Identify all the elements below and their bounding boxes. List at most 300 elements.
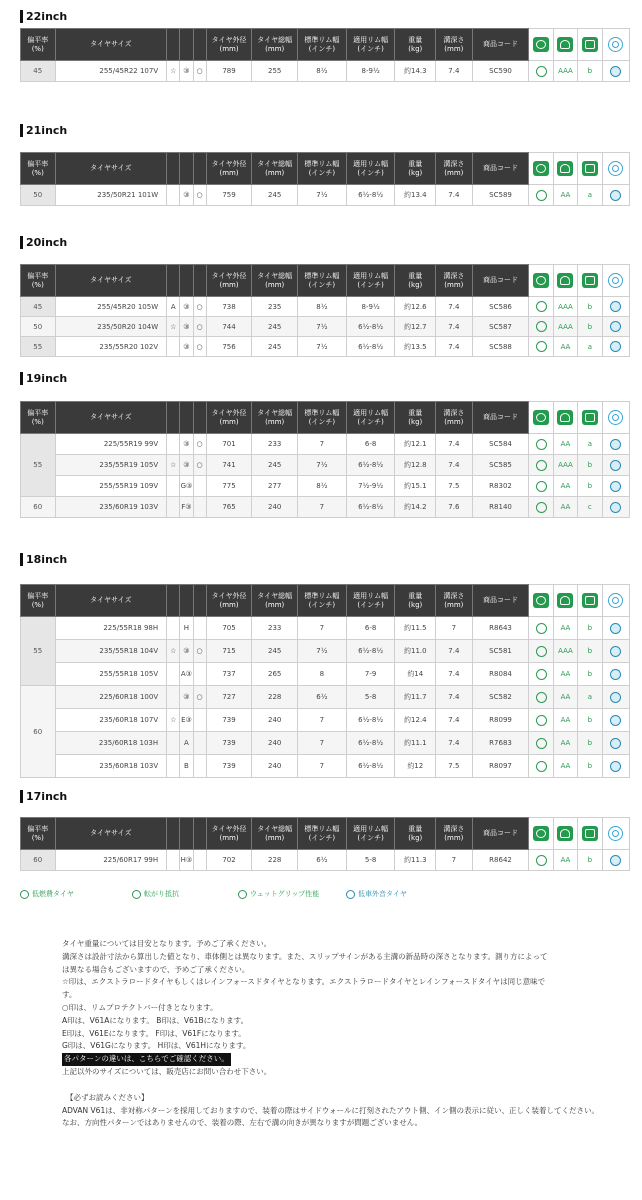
cell-groove-depth: 7.4 xyxy=(436,434,473,455)
cell-quiet xyxy=(602,640,629,663)
eco-tire-icon xyxy=(536,481,547,492)
cell-total-width: 245 xyxy=(252,337,298,357)
cell-applicable-rim: 5-8 xyxy=(346,686,395,709)
cell-wet-grade: b xyxy=(578,317,602,337)
wet-grip-icon xyxy=(582,161,598,176)
header-standard-rim: 標準リム幅 (インチ) xyxy=(298,153,347,185)
cell-tire-size: 235/60R18 103V xyxy=(55,755,167,778)
rolling-resistance-icon xyxy=(557,161,573,176)
header-weight: 重量 (kg) xyxy=(395,153,436,185)
cell-mark-pattern: ③ xyxy=(180,434,193,455)
header-applicable-rim: 適用リム幅 (インチ) xyxy=(346,402,395,434)
cell-mark-xl xyxy=(167,755,180,778)
cell-product-code: R8099 xyxy=(472,709,529,732)
legend-roll-label: 転がり抵抗 xyxy=(144,890,179,898)
note-depth-1: 溝深さは設計寸法から算出した値となり、車体側とは異なります。また、スリップサインがある主溝の新品時の深さとなります。測り方によって xyxy=(62,951,548,961)
cell-mark-rim-protect xyxy=(193,476,206,497)
cell-rolling-grade: AAA xyxy=(553,640,577,663)
eco-tire-icon xyxy=(536,646,547,657)
cell-flat-ratio: 50 xyxy=(21,185,56,206)
cell-eco xyxy=(529,709,553,732)
cell-quiet xyxy=(602,61,629,82)
header-flat-ratio: 偏平率 (%) xyxy=(21,29,56,61)
cell-mark-pattern: G③ xyxy=(180,476,193,497)
cell-tire-size: 255/45R20 105W xyxy=(55,297,167,317)
cell-applicable-rim: 6½-8½ xyxy=(346,755,395,778)
header-weight: 重量 (kg) xyxy=(395,29,436,61)
cell-applicable-rim: 5-8 xyxy=(346,850,395,871)
cell-weight: 約11.1 xyxy=(395,732,436,755)
table-row xyxy=(21,617,630,640)
cell-standard-rim: 7 xyxy=(298,497,347,518)
eco-tire-icon xyxy=(20,890,29,899)
cell-mark-pattern: B xyxy=(180,755,193,778)
header-eco-tire-icon xyxy=(529,265,553,297)
cell-flat-ratio: 55 xyxy=(21,617,56,686)
cell-applicable-rim: 6½-8½ xyxy=(346,497,395,518)
header-groove-depth: 溝深さ (mm) xyxy=(436,402,473,434)
cell-flat-ratio: 60 xyxy=(21,850,56,871)
cell-mark-pattern: H③ xyxy=(180,850,193,871)
eco-tire-icon xyxy=(536,301,547,312)
table-row xyxy=(21,455,630,476)
cell-total-width: 240 xyxy=(252,709,298,732)
wet-grip-icon xyxy=(582,37,598,52)
eco-tire-icon xyxy=(533,826,549,841)
low-noise-icon xyxy=(608,410,623,425)
low-noise-icon xyxy=(608,593,623,608)
cell-mark-pattern: F③ xyxy=(180,497,193,518)
cell-rolling-grade: AA xyxy=(553,617,577,640)
cell-mark-rim-protect: ○ xyxy=(193,455,206,476)
cell-tire-size: 225/60R18 100V xyxy=(55,686,167,709)
cell-flat-ratio: 60 xyxy=(21,686,56,778)
cell-wet-grade: b xyxy=(578,297,602,317)
cell-rolling-grade: AA xyxy=(553,434,577,455)
cell-wet-grade: b xyxy=(578,61,602,82)
cell-eco xyxy=(529,663,553,686)
header-tire-size: タイヤサイズ xyxy=(55,818,167,850)
cell-weight: 約11.7 xyxy=(395,686,436,709)
low-noise-icon xyxy=(610,669,621,680)
header-low-noise-icon xyxy=(602,818,629,850)
cell-tire-size: 235/60R18 107V xyxy=(55,709,167,732)
cell-tire-size: 225/60R17 99H xyxy=(55,850,167,871)
legend-wet-label: ウェットグリップ性能 xyxy=(250,890,320,898)
spec-table xyxy=(20,264,630,357)
cell-quiet xyxy=(602,617,629,640)
cell-tire-size: 235/55R19 105V xyxy=(55,455,167,476)
header-groove-depth: 溝深さ (mm) xyxy=(436,585,473,617)
cell-standard-rim: 8 xyxy=(298,663,347,686)
cell-mark-pattern: A③ xyxy=(180,663,193,686)
cell-eco xyxy=(529,497,553,518)
cell-groove-depth: 7.5 xyxy=(436,476,473,497)
header-mark-2 xyxy=(180,818,193,850)
cell-weight: 約14.3 xyxy=(395,61,436,82)
cell-mark-pattern: ③ xyxy=(180,61,193,82)
header-product-code: 商品コード xyxy=(472,402,529,434)
cell-weight: 約12.4 xyxy=(395,709,436,732)
header-standard-rim: 標準リム幅 (インチ) xyxy=(298,265,347,297)
cell-mark-rim-protect: ○ xyxy=(193,185,206,206)
legend-quiet-label: 低車外音タイヤ xyxy=(358,890,407,898)
cell-tire-size: 255/45R22 107V xyxy=(55,61,167,82)
eco-tire-icon xyxy=(536,669,547,680)
header-tire-size: タイヤサイズ xyxy=(55,585,167,617)
eco-tire-icon xyxy=(536,341,547,352)
cell-quiet xyxy=(602,337,629,357)
cell-applicable-rim: 6½-8½ xyxy=(346,337,395,357)
rolling-resistance-icon xyxy=(557,826,573,841)
cell-eco xyxy=(529,686,553,709)
cell-weight: 約11.0 xyxy=(395,640,436,663)
section-title: 19inch xyxy=(20,372,67,385)
header-outer-diameter: タイヤ外径 (mm) xyxy=(206,402,252,434)
cell-quiet xyxy=(602,297,629,317)
cell-flat-ratio: 55 xyxy=(21,434,56,497)
cell-standard-rim: 7 xyxy=(298,617,347,640)
cell-mark-xl: ☆ xyxy=(167,455,180,476)
header-flat-ratio: 偏平率 (%) xyxy=(21,402,56,434)
header-wet-grip-icon xyxy=(578,153,602,185)
section-title: 17inch xyxy=(20,790,67,803)
eco-tire-icon xyxy=(533,593,549,608)
cell-outer-diameter: 705 xyxy=(206,617,252,640)
cell-quiet xyxy=(602,709,629,732)
cell-quiet xyxy=(602,686,629,709)
cell-mark-xl: ☆ xyxy=(167,640,180,663)
cell-rolling-grade: AAA xyxy=(553,317,577,337)
cell-applicable-rim: 6½-8½ xyxy=(346,709,395,732)
cell-mark-xl: A xyxy=(167,297,180,317)
header-outer-diameter: タイヤ外径 (mm) xyxy=(206,29,252,61)
cell-total-width: 235 xyxy=(252,297,298,317)
header-wet-grip-icon xyxy=(578,29,602,61)
eco-tire-icon xyxy=(536,761,547,772)
low-noise-icon xyxy=(608,37,623,52)
cell-mark-xl xyxy=(167,732,180,755)
header-mark-2 xyxy=(180,402,193,434)
low-noise-icon xyxy=(610,439,621,450)
cell-outer-diameter: 739 xyxy=(206,732,252,755)
cell-product-code: R8084 xyxy=(472,663,529,686)
cell-flat-ratio: 60 xyxy=(21,497,56,518)
table-row xyxy=(21,337,630,357)
header-eco-tire-icon xyxy=(529,585,553,617)
header-rolling-resistance-icon xyxy=(553,29,577,61)
eco-tire-icon xyxy=(536,715,547,726)
cell-tire-size: 255/55R18 105V xyxy=(55,663,167,686)
cell-quiet xyxy=(602,850,629,871)
header-product-code: 商品コード xyxy=(472,818,529,850)
cell-quiet xyxy=(602,434,629,455)
cell-mark-rim-protect: ○ xyxy=(193,297,206,317)
cell-total-width: 233 xyxy=(252,434,298,455)
wet-grip-icon xyxy=(582,410,598,425)
eco-tire-icon xyxy=(536,460,547,471)
cell-weight: 約12.6 xyxy=(395,297,436,317)
cell-mark-rim-protect: ○ xyxy=(193,317,206,337)
header-row xyxy=(21,153,630,185)
notes xyxy=(62,938,602,1130)
header-total-width: タイヤ総幅 (mm) xyxy=(252,153,298,185)
cell-eco xyxy=(529,455,553,476)
low-noise-icon xyxy=(610,646,621,657)
cell-standard-rim: 7 xyxy=(298,732,347,755)
header-weight: 重量 (kg) xyxy=(395,818,436,850)
header-weight: 重量 (kg) xyxy=(395,585,436,617)
header-applicable-rim: 適用リム幅 (インチ) xyxy=(346,585,395,617)
table-row xyxy=(21,497,630,518)
low-noise-icon xyxy=(610,66,621,77)
cell-mark-xl xyxy=(167,185,180,206)
cell-standard-rim: 7½ xyxy=(298,455,347,476)
low-noise-icon xyxy=(608,273,623,288)
low-noise-icon xyxy=(608,826,623,841)
low-noise-icon xyxy=(610,341,621,352)
cell-standard-rim: 8½ xyxy=(298,297,347,317)
table-row xyxy=(21,317,630,337)
cell-applicable-rim: 6½-8½ xyxy=(346,317,395,337)
cell-groove-depth: 7 xyxy=(436,850,473,871)
eco-tire-icon xyxy=(536,502,547,513)
cell-outer-diameter: 737 xyxy=(206,663,252,686)
header-mark-2 xyxy=(180,29,193,61)
header-outer-diameter: タイヤ外径 (mm) xyxy=(206,153,252,185)
header-low-noise-icon xyxy=(602,402,629,434)
spec-table xyxy=(20,817,630,871)
note-pattern-ef: E印は、V61Eになります。 F印は、V61Fになります。 xyxy=(62,1028,246,1038)
header-rolling-resistance-icon xyxy=(553,265,577,297)
rolling-resistance-icon xyxy=(132,890,141,899)
header-mark-1 xyxy=(167,153,180,185)
cell-total-width: 255 xyxy=(252,61,298,82)
cell-mark-xl xyxy=(167,686,180,709)
cell-eco xyxy=(529,476,553,497)
cell-quiet xyxy=(602,732,629,755)
cell-outer-diameter: 739 xyxy=(206,709,252,732)
header-tire-size: タイヤサイズ xyxy=(55,153,167,185)
cell-quiet xyxy=(602,497,629,518)
header-groove-depth: 溝深さ (mm) xyxy=(436,265,473,297)
low-noise-icon xyxy=(610,481,621,492)
cell-quiet xyxy=(602,755,629,778)
cell-mark-rim-protect xyxy=(193,850,206,871)
cell-outer-diameter: 738 xyxy=(206,297,252,317)
cell-rolling-grade: AA xyxy=(553,185,577,206)
cell-applicable-rim: 8-9½ xyxy=(346,297,395,317)
table-row xyxy=(21,732,630,755)
low-noise-icon xyxy=(346,890,355,899)
cell-applicable-rim: 6½-8½ xyxy=(346,732,395,755)
cell-mark-xl: ☆ xyxy=(167,317,180,337)
header-standard-rim: 標準リム幅 (インチ) xyxy=(298,29,347,61)
note-pattern-gh: G印は、V61Gになります。 H印は、V61Hになります。 xyxy=(62,1041,251,1051)
cell-eco xyxy=(529,755,553,778)
cell-wet-grade: a xyxy=(578,185,602,206)
low-noise-icon xyxy=(610,301,621,312)
cell-applicable-rim: 6-8 xyxy=(346,617,395,640)
table-row xyxy=(21,476,630,497)
low-noise-icon xyxy=(610,460,621,471)
cell-mark-rim-protect: ○ xyxy=(193,434,206,455)
cell-rolling-grade: AA xyxy=(553,497,577,518)
cell-wet-grade: a xyxy=(578,434,602,455)
cell-eco xyxy=(529,317,553,337)
cell-weight: 約13.4 xyxy=(395,185,436,206)
cell-groove-depth: 7.4 xyxy=(436,686,473,709)
cell-mark-xl: ☆ xyxy=(167,709,180,732)
header-product-code: 商品コード xyxy=(472,153,529,185)
cell-groove-depth: 7.4 xyxy=(436,297,473,317)
cell-rolling-grade: AA xyxy=(553,476,577,497)
header-row xyxy=(21,585,630,617)
cell-groove-depth: 7.4 xyxy=(436,185,473,206)
cell-mark-pattern: H xyxy=(180,617,193,640)
header-applicable-rim: 適用リム幅 (インチ) xyxy=(346,818,395,850)
cell-quiet xyxy=(602,663,629,686)
note-weight: タイヤ重量については目安となります。予めご了承ください。 xyxy=(62,939,272,948)
cell-groove-depth: 7.6 xyxy=(436,497,473,518)
cell-total-width: 245 xyxy=(252,185,298,206)
cell-groove-depth: 7.4 xyxy=(436,663,473,686)
header-eco-tire-icon xyxy=(529,29,553,61)
spec-table xyxy=(20,152,630,206)
legend xyxy=(20,888,630,902)
cell-weight: 約13.5 xyxy=(395,337,436,357)
cell-eco xyxy=(529,640,553,663)
eco-tire-icon xyxy=(533,410,549,425)
cell-total-width: 245 xyxy=(252,640,298,663)
rolling-resistance-icon xyxy=(557,410,573,425)
cell-standard-rim: 7½ xyxy=(298,640,347,663)
cell-groove-depth: 7.4 xyxy=(436,455,473,476)
cell-tire-size: 235/50R20 104W xyxy=(55,317,167,337)
cell-eco xyxy=(529,337,553,357)
pattern-link[interactable]: 各パターンの違いは、こちらでご確認ください。 xyxy=(62,1053,231,1066)
cell-standard-rim: 7 xyxy=(298,434,347,455)
section-title: 20inch xyxy=(20,236,67,249)
cell-tire-size: 235/55R20 102V xyxy=(55,337,167,357)
cell-product-code: SC587 xyxy=(472,317,529,337)
cell-standard-rim: 7 xyxy=(298,709,347,732)
note-xl-1: ☆印は、エクストラロードタイヤもしくはレインフォースドタイヤとなります。エクストラロードタイヤとレインフォースドタイヤは同じ意味で xyxy=(62,977,546,987)
cell-total-width: 240 xyxy=(252,755,298,778)
cell-outer-diameter: 739 xyxy=(206,755,252,778)
cell-weight: 約12 xyxy=(395,755,436,778)
table-row xyxy=(21,850,630,871)
cell-groove-depth: 7.4 xyxy=(436,709,473,732)
cell-eco xyxy=(529,732,553,755)
cell-rolling-grade: AA xyxy=(553,337,577,357)
note-xl-2: す。 xyxy=(62,990,77,1000)
cell-groove-depth: 7.4 xyxy=(436,640,473,663)
cell-quiet xyxy=(602,185,629,206)
eco-tire-icon xyxy=(536,321,547,332)
header-low-noise-icon xyxy=(602,153,629,185)
wet-grip-icon xyxy=(582,826,598,841)
cell-standard-rim: 8½ xyxy=(298,61,347,82)
eco-tire-icon xyxy=(536,623,547,634)
cell-mark-pattern: ③ xyxy=(180,297,193,317)
cell-mark-pattern: ③ xyxy=(180,455,193,476)
cell-product-code: SC588 xyxy=(472,337,529,357)
cell-rolling-grade: AA xyxy=(553,732,577,755)
header-weight: 重量 (kg) xyxy=(395,265,436,297)
cell-outer-diameter: 715 xyxy=(206,640,252,663)
table-row xyxy=(21,185,630,206)
cell-product-code: SC585 xyxy=(472,455,529,476)
header-row xyxy=(21,402,630,434)
table-row xyxy=(21,755,630,778)
table-row xyxy=(21,297,630,317)
cell-mark-rim-protect xyxy=(193,497,206,518)
cell-mark-rim-protect: ○ xyxy=(193,337,206,357)
cell-outer-diameter: 701 xyxy=(206,434,252,455)
spec-table xyxy=(20,28,630,82)
caution-title: 【必ずお読みください】 xyxy=(66,1092,149,1102)
header-wet-grip-icon xyxy=(578,265,602,297)
legend-eco-label: 低燃費タイヤ xyxy=(32,890,74,898)
rolling-resistance-icon xyxy=(557,37,573,52)
cell-groove-depth: 7.4 xyxy=(436,732,473,755)
header-mark-1 xyxy=(167,818,180,850)
wet-grip-icon xyxy=(582,273,598,288)
low-noise-icon xyxy=(610,715,621,726)
cell-total-width: 245 xyxy=(252,317,298,337)
cell-outer-diameter: 744 xyxy=(206,317,252,337)
header-rolling-resistance-icon xyxy=(553,818,577,850)
header-tire-size: タイヤサイズ xyxy=(55,402,167,434)
section-title: 22inch xyxy=(20,10,67,23)
cell-weight: 約12.7 xyxy=(395,317,436,337)
cell-weight: 約14 xyxy=(395,663,436,686)
eco-tire-icon xyxy=(536,190,547,201)
low-noise-icon xyxy=(608,161,623,176)
header-mark-3 xyxy=(193,818,206,850)
eco-tire-icon xyxy=(536,738,547,749)
header-total-width: タイヤ総幅 (mm) xyxy=(252,585,298,617)
cell-wet-grade: b xyxy=(578,617,602,640)
cell-weight: 約14.2 xyxy=(395,497,436,518)
cell-total-width: 233 xyxy=(252,617,298,640)
header-flat-ratio: 偏平率 (%) xyxy=(21,818,56,850)
cell-outer-diameter: 756 xyxy=(206,337,252,357)
eco-tire-icon xyxy=(536,692,547,703)
cell-tire-size: 235/60R19 103V xyxy=(55,497,167,518)
header-low-noise-icon xyxy=(602,585,629,617)
eco-tire-icon xyxy=(533,161,549,176)
header-flat-ratio: 偏平率 (%) xyxy=(21,153,56,185)
cell-eco xyxy=(529,434,553,455)
cell-rolling-grade: AAA xyxy=(553,455,577,476)
cell-quiet xyxy=(602,317,629,337)
header-groove-depth: 溝深さ (mm) xyxy=(436,29,473,61)
cell-mark-rim-protect xyxy=(193,663,206,686)
header-standard-rim: 標準リム幅 (インチ) xyxy=(298,585,347,617)
cell-eco xyxy=(529,617,553,640)
cell-outer-diameter: 775 xyxy=(206,476,252,497)
header-flat-ratio: 偏平率 (%) xyxy=(21,585,56,617)
cell-quiet xyxy=(602,476,629,497)
cell-rolling-grade: AAA xyxy=(553,297,577,317)
cell-mark-rim-protect xyxy=(193,732,206,755)
cell-product-code: R8643 xyxy=(472,617,529,640)
cell-wet-grade: b xyxy=(578,850,602,871)
cell-mark-pattern: E③ xyxy=(180,709,193,732)
header-rolling-resistance-icon xyxy=(553,585,577,617)
